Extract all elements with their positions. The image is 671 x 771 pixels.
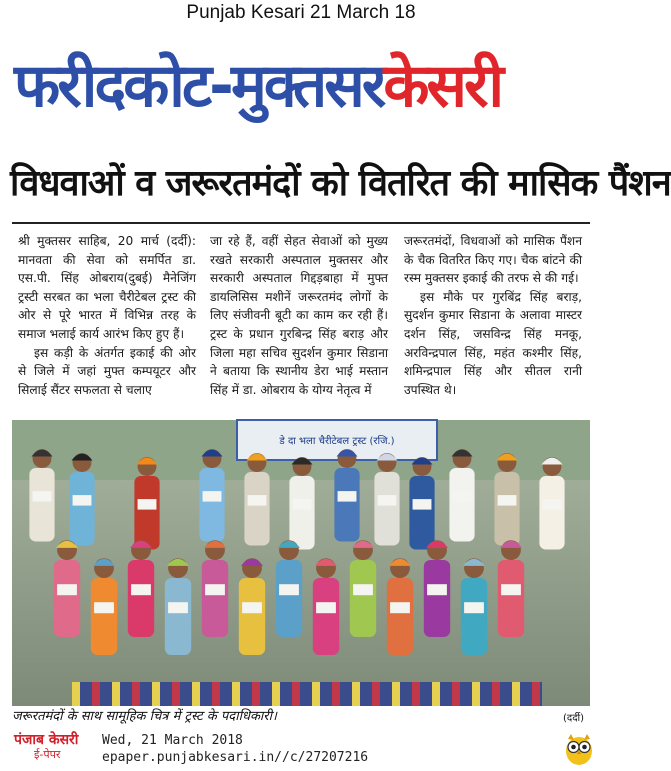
headline-divider xyxy=(12,222,590,224)
rug-stripe xyxy=(172,682,180,706)
masthead-brand: केसरी xyxy=(383,51,502,121)
punjab-kesari-logo[interactable] xyxy=(14,732,90,764)
masthead-region: फरीदकोट-मुक्तसर xyxy=(14,51,384,121)
article-paragraph: जा रहे हैं, वहीं सेहत सेवाओं को मुख्य रखते सरकारी अस्पताल मुक्तसर और सरकारी अस्पताल गिद्दड़बाहा में मुफ्त डायलिसिस मशीनें जरूरतमंद लोगों के लिए संजीवनी बूटी का काम कर रही हैं। ट्रस्ट के प्रधान गुरबिन्द्र सिंह बराड़ और जिला महा सचिव सुदर्शन कुमार सिडाना ने बताया कि स्थानीय डेरा भाई मस्तान सिंह में डा. ओबराय के योग्य नेतृत्व में xyxy=(210,234,388,397)
rug-stripe xyxy=(132,682,140,706)
rug-stripe xyxy=(192,682,200,706)
rug-stripe xyxy=(472,682,480,706)
rug-stripe xyxy=(492,682,500,706)
logo-title: पंजाब केसरी xyxy=(14,732,79,748)
rug-stripe xyxy=(112,682,120,706)
logo-subtitle: ई-पेपर xyxy=(34,748,61,761)
article-body xyxy=(18,232,586,418)
rug-stripe xyxy=(152,682,160,706)
rug-stripe xyxy=(532,682,540,706)
photo-credit: (दर्दी) xyxy=(562,713,584,724)
source-caption: Punjab Kesari 21 March 18 xyxy=(186,2,416,23)
epaper-url[interactable]: epaper.punjabkesari.in//c/27207216 xyxy=(102,750,369,765)
epaper-footer xyxy=(0,728,602,771)
rug-stripe xyxy=(312,682,320,706)
article-column-1 xyxy=(18,232,196,399)
rug-stripe xyxy=(292,682,300,706)
article-paragraph: श्री मुक्तसर साहिब, 20 मार्च (दर्दी): मानवता की सेवा को समर्पित डा. एस.पी. सिंह ओबराय(दुबई) मैनेजिंग ट्रस्टी सरबत का भला चैरीटेबल ट्रस्ट की ओर से पूरे भारत में विभिन्न तरह के समाज भलाई कार्य आरंभ किए हुए हैं। xyxy=(18,234,196,341)
article-paragraph: इस मौके पर गुरबिंद्र सिंह बराड़, सुदर्शन कुमार सिडाना के अलावा मास्टर दर्शन सिंह, जसविन्द्र सिंह मनकू, अरविन्द्रपाल सिंह, महंत कश्मीर सिंह, शमिन्द्रपाल सिंह और सीतल रानी उपस्थित थे। xyxy=(404,289,582,397)
rug-stripe xyxy=(512,682,520,706)
article-column-3 xyxy=(404,232,582,399)
article-paragraph: जरूरतमंदों, विधवाओं को मासिक पैंशन के चैक वितरित किए गए। चैक बांटने की रस्म मुक्तसर इकाई की तरफ से की गई। xyxy=(404,234,582,286)
rug-stripe xyxy=(392,682,400,706)
rug-stripe xyxy=(352,682,360,706)
rug-stripe xyxy=(452,682,460,706)
rug-stripe xyxy=(332,682,340,706)
rug-stripe xyxy=(272,682,280,706)
masthead xyxy=(14,48,590,124)
rug-stripe xyxy=(212,682,220,706)
article-paragraph: इस कड़ी के अंतर्गत इकाई की ओर से जिले में जहां मुफ्त कम्पयूटर और सिलाई सैंटर सफलता से चलाए xyxy=(18,345,196,397)
rug-stripe xyxy=(412,682,420,706)
article-column-2 xyxy=(210,232,388,399)
rug-stripe xyxy=(372,682,380,706)
trust-banner-text: डे दा भला चैरीटेबल ट्रस्ट (रजि.) xyxy=(279,436,395,447)
rug-stripe xyxy=(432,682,440,706)
rug-stripe xyxy=(232,682,240,706)
photo-caption xyxy=(12,708,590,726)
article-headline: विधवाओं व जरूरतमंदों को वितरित की मासिक पैंशन xyxy=(10,163,671,204)
rug-stripe xyxy=(92,682,100,706)
owl-icon xyxy=(562,732,596,766)
rug-stripe xyxy=(72,682,80,706)
photo-caption-text: जरूरतमंदों के साथ सामूहिक चित्र में ट्रस्ट के पदाधिकारी। xyxy=(12,709,277,724)
edition-date: Wed, 21 March 2018 xyxy=(102,733,243,748)
group-photo xyxy=(12,420,590,706)
rug-stripe xyxy=(252,682,260,706)
